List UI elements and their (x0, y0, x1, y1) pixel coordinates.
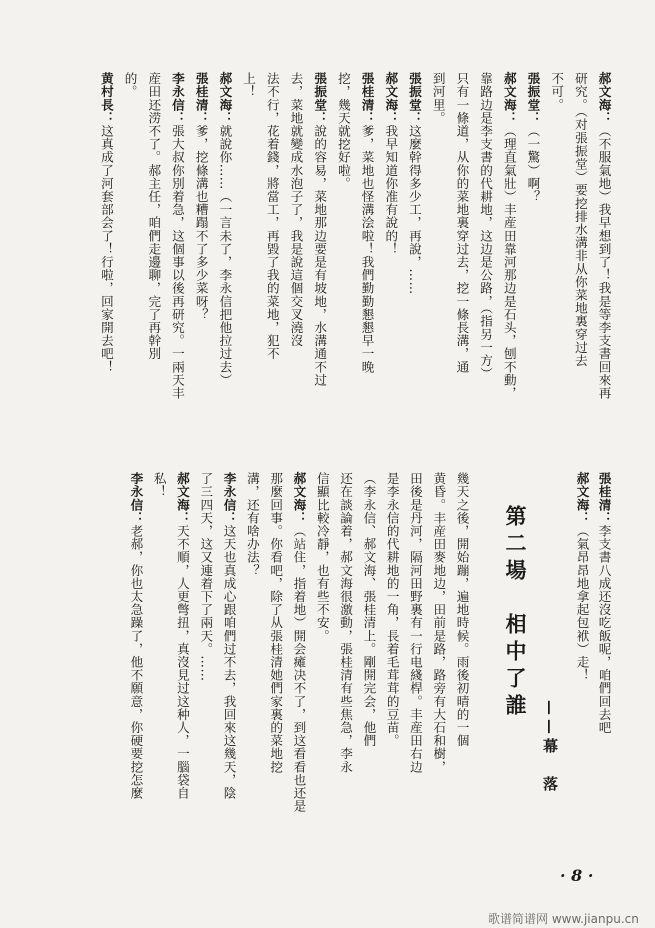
text-column (269, 472, 282, 852)
line-text: 的。 (122, 72, 138, 99)
speaker-label: 郝文海： (596, 72, 612, 125)
line-text: 挖，幾天就挖好啦。 (335, 72, 351, 190)
text-column (265, 72, 278, 452)
speaker-label: 郝文海： (501, 72, 517, 125)
line-text: （氣昂昂地拿起包袱）走！ (574, 524, 590, 682)
text-column (152, 472, 165, 852)
text-column (597, 72, 610, 452)
line-text: 私！ (151, 472, 167, 499)
text-column (526, 72, 539, 452)
speaker-label: 張振堂： (525, 72, 541, 125)
text-column (384, 72, 397, 452)
speaker-label: 郝文海： (383, 72, 399, 125)
speaker-label: 黄村長： (98, 72, 114, 125)
line-text: 只有一條道，从你的菜地裏穿过去，挖一條長溝，通 (454, 72, 470, 374)
text-column (385, 472, 398, 852)
speaker-label: 郝文海： (217, 72, 233, 125)
text-column (407, 72, 420, 452)
text-column (575, 472, 588, 692)
text-column (315, 472, 328, 852)
line-text: 李支書八成还沒吃飯呢，咱們回去吧 (596, 524, 612, 735)
text-column (479, 72, 492, 452)
page-number: · 8 · (560, 866, 594, 885)
text-column (313, 72, 326, 452)
text-column (336, 72, 349, 452)
text-column (408, 472, 421, 852)
line-text: （理直氣壯）丰産田靠河那边是石头，刨不動， (501, 124, 517, 400)
text-column (170, 72, 183, 452)
speaker-label: 張振堂： (312, 72, 328, 125)
scene-title: 第二場 相中了誰 (503, 505, 528, 721)
line-text: 靠路边是李支書的代耕地，这边是公路，（指另一方） (478, 72, 494, 381)
line-text: 産田还涝不了。郝主任，咱們走邊聊，完了再幹別 (146, 72, 162, 361)
line-text: 我早知道你准有說的！ (383, 124, 399, 256)
speaker-label: 李永信： (169, 72, 185, 125)
curtain-text: ——幕 落 (541, 700, 559, 795)
text-column (242, 72, 255, 452)
text-column (502, 72, 515, 452)
line-text: 說的容易，菜地那边要是有坡地，水溝通不过 (312, 124, 328, 387)
line-text: 这真成了河套部会了！行啦，回家開去吧！ (98, 124, 114, 374)
speaker-label: 郝文海： (574, 472, 590, 525)
text-column (431, 72, 444, 452)
line-text: 老郝，你也太急躁了，他不願意，你硬要挖怎麼 (128, 524, 144, 800)
text-column (455, 72, 468, 452)
line-text: 溝，还有啥办法？ (244, 472, 260, 577)
line-text: 研究。（对張振堂）要挖排水溝非从你菜地裏穿过去 (572, 72, 588, 367)
text-column (292, 472, 305, 852)
text-column (289, 72, 302, 452)
line-text: 上！ (241, 72, 257, 99)
line-text: 幾天之後，開始蹦，遍地時候。雨後初晴的一個 (454, 472, 470, 748)
line-text: 了三四天，这又連着下了兩天。…… (198, 472, 214, 682)
text-column (596, 472, 612, 735)
speaker-label: 郝文海： (291, 472, 307, 525)
text-column (175, 472, 188, 852)
line-text: 天不順，人更彆扭，真沒見过这种人，一腦袋自 (174, 524, 190, 800)
line-text: 这天也真成心跟咱們过不去，我回來这幾天，陰 (221, 524, 237, 800)
line-text: 那麼回事。你看吧，除了从張桂清她們家裏的菜地挖 (268, 472, 284, 774)
text-column (218, 72, 231, 452)
text-column (339, 472, 352, 852)
text-column (222, 472, 235, 852)
line-text: 爹，挖條溝也糟蹋不了多少菜呀？ (193, 124, 209, 321)
line-text: 田後是丹河，隔河田野裏有一行电綫桿。丰産田右边 (407, 472, 423, 774)
line-text: （不服氣地）我早想到了！我是等李支書回來再 (596, 124, 612, 400)
speaker-label: 張桂清： (193, 72, 209, 125)
line-text: 是李永信的代耕地的一角，長着毛茸茸的豆苗。 (384, 472, 400, 748)
line-text: 还在談論着，郝文海很激動，張桂清有些焦急，李永 (338, 472, 354, 774)
speaker-label: 郝文海： (174, 472, 190, 525)
text-column (455, 472, 468, 852)
line-text: 張大叔你別着急，这個事以後再研究。一兩天丰 (169, 124, 185, 400)
text-column (99, 72, 112, 452)
text-column (432, 472, 445, 852)
text-column (129, 472, 142, 852)
line-text: 爹，菜地也怪溝浍啦！我們勤勤懇懇早一晚 (359, 124, 375, 374)
line-text: 这麼幹得多少工，再說，…… (406, 124, 422, 295)
text-column (573, 72, 586, 452)
text-column (199, 472, 212, 852)
speaker-label: 張桂清： (359, 72, 375, 125)
line-text: 去，菜地就變成水泡子了，我是說這個交叉澆沒 (288, 72, 304, 348)
speaker-label: 張振堂： (406, 72, 422, 125)
line-text: （站住，指着地）開会瘫决不了，到这看看也还是 (291, 524, 307, 813)
text-column (147, 72, 160, 452)
line-text: 就說你……（一言未了，李永信把他拉过去） (217, 124, 233, 387)
speaker-label: 李永信： (221, 472, 237, 525)
text-column (360, 72, 373, 452)
speaker-label: 張桂清： (596, 472, 612, 525)
watermark-text: 歌谱简谱网 www.jianpu.cn (488, 912, 639, 926)
line-text: 不可。 (549, 72, 565, 112)
text-column (194, 72, 207, 452)
text-column (362, 472, 375, 852)
speaker-label: 李永信： (128, 472, 144, 525)
line-text: （李永信、郝文海、張桂清上。剛開完会，他們 (361, 472, 377, 748)
line-text: 信顯比較冷靜，也有些不安。 (314, 472, 330, 643)
text-column (245, 472, 258, 852)
line-text: （一驚）啊？ (525, 124, 541, 204)
line-text: 黄昏。丰産田麥地边，田前是路，路旁有大石和樹， (431, 472, 447, 774)
text-column (550, 72, 563, 452)
line-text: 法不行，花着錢，將當工，再毀了我的菜地，犯不 (264, 72, 280, 361)
text-column (123, 72, 136, 452)
line-text: 到河里。 (430, 72, 446, 125)
